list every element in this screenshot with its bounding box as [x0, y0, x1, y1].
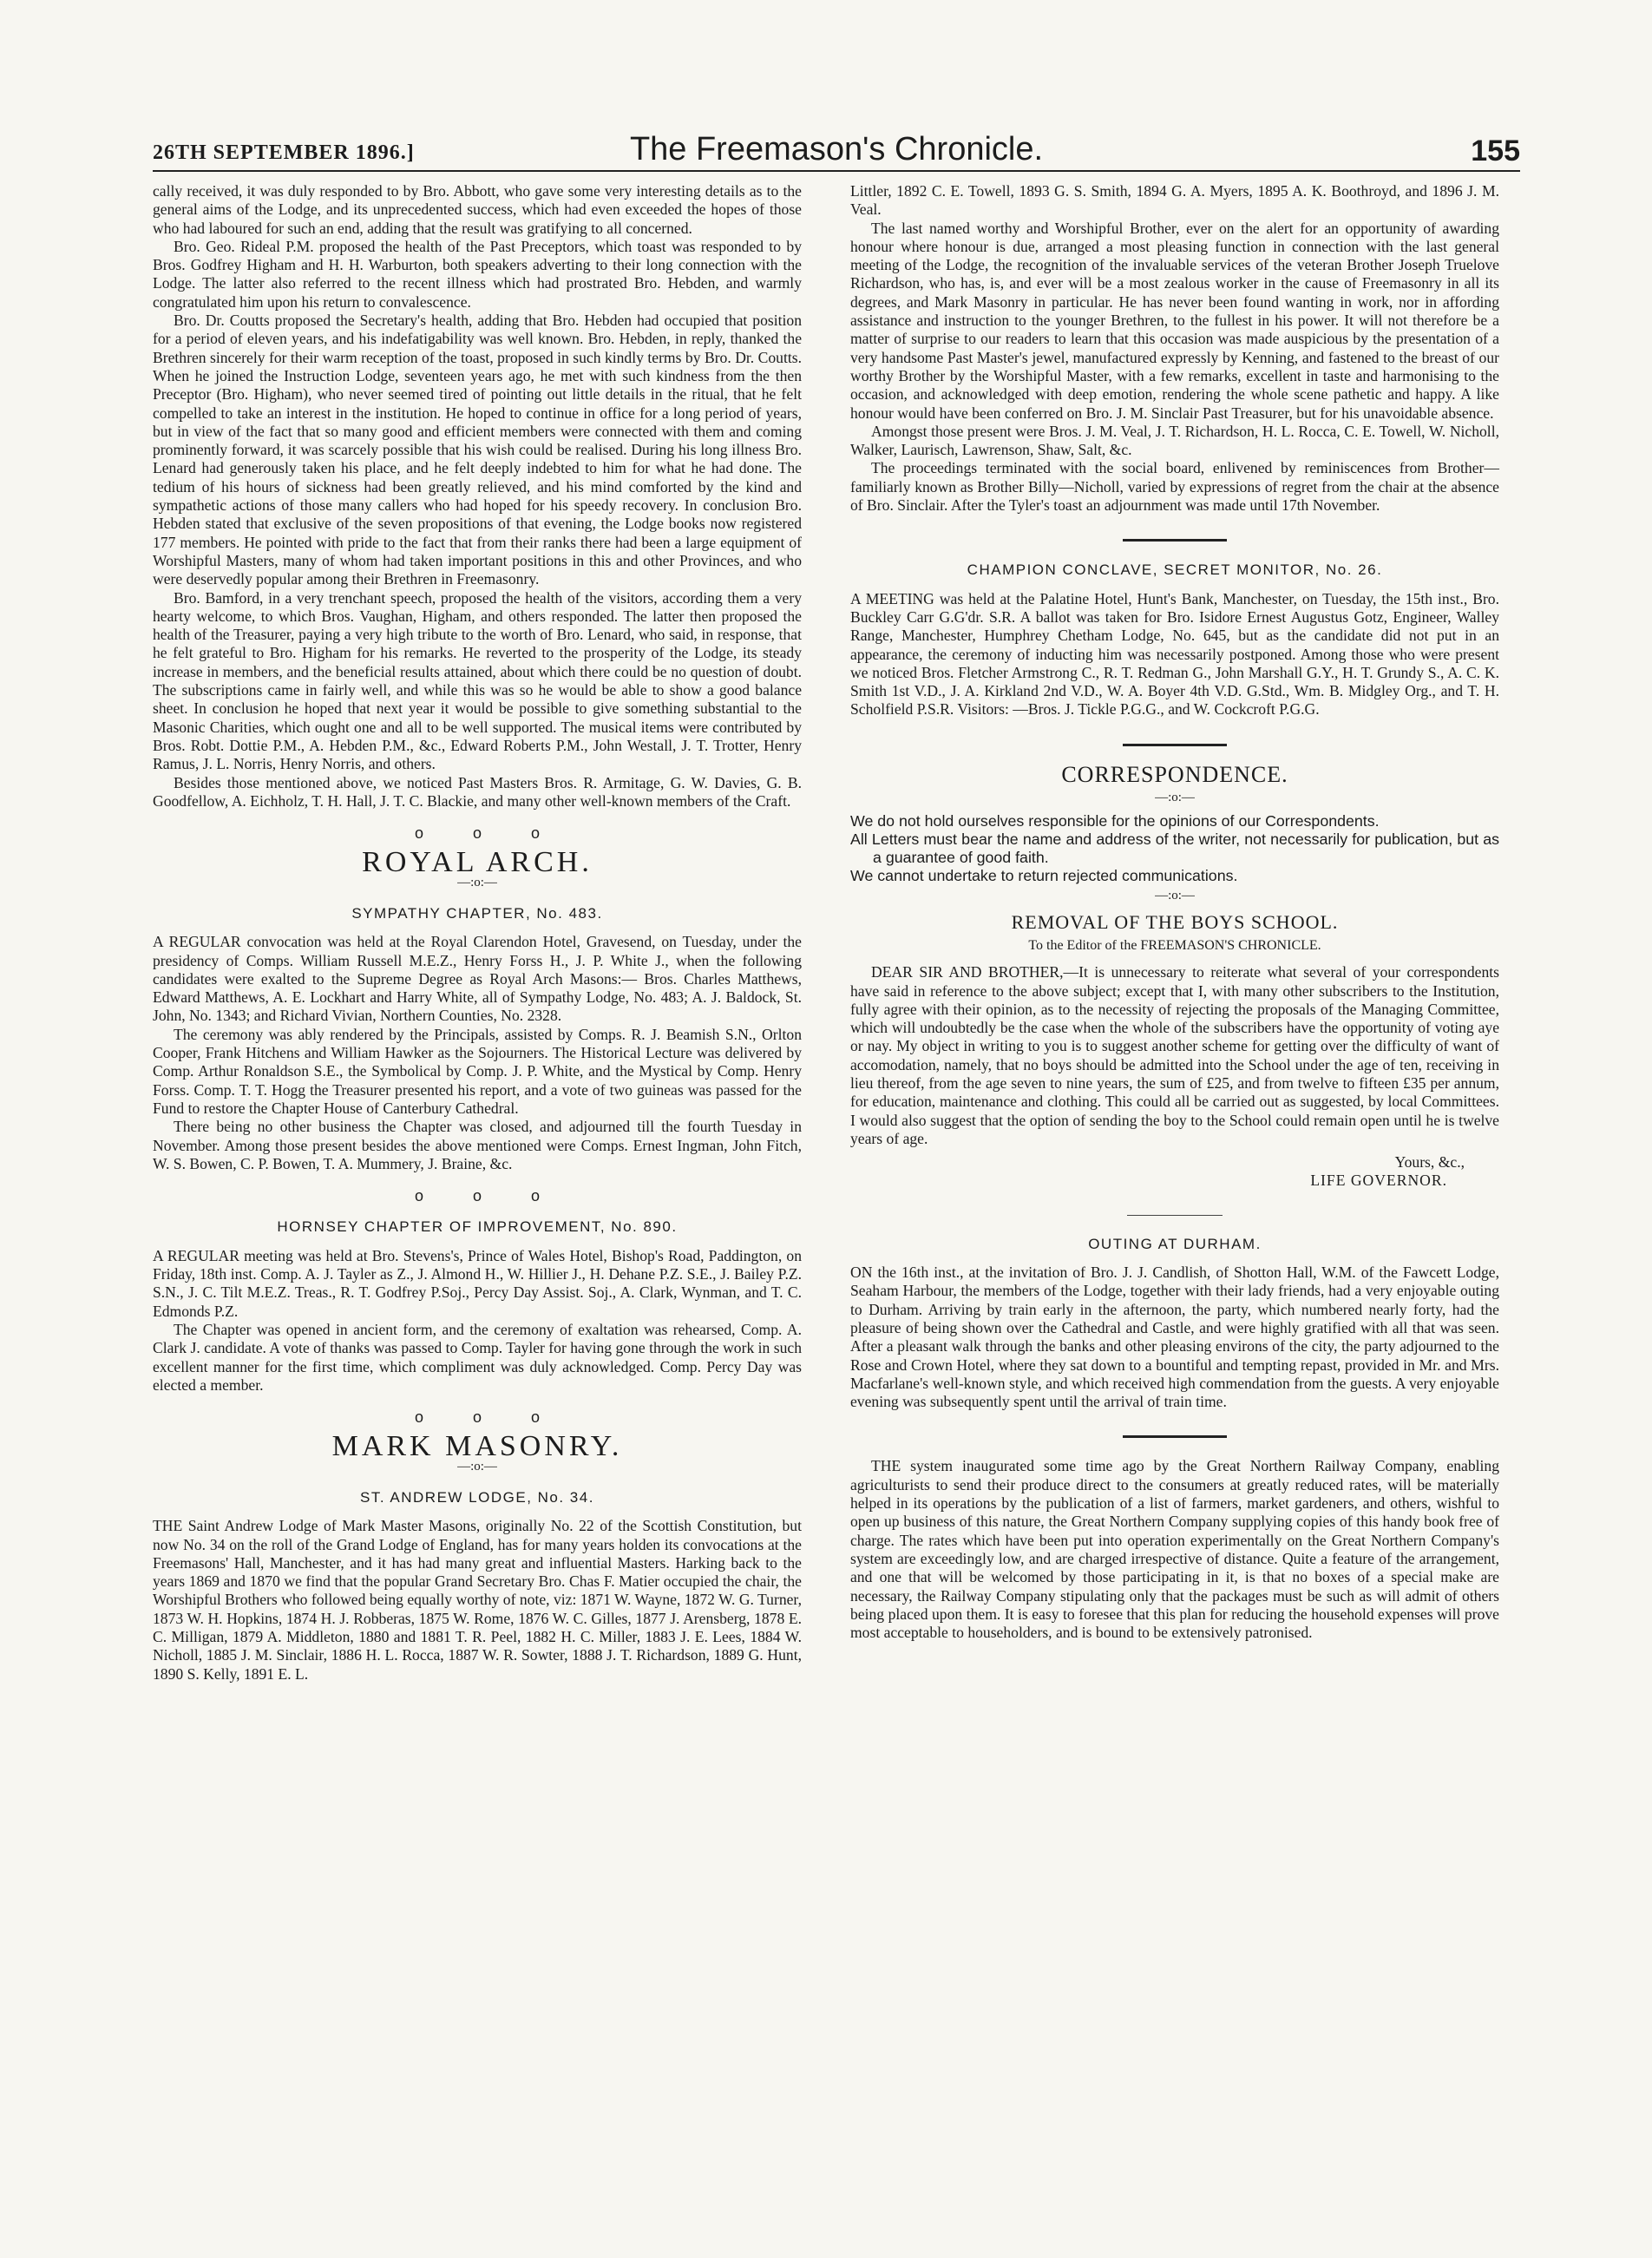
letter-heading: REMOVAL OF THE BOYS SCHOOL. [1011, 910, 1339, 933]
article-paragraph: Besides those mentioned above, we noticed Past Masters Bros. R. Armitage, G. W. Davies, G. B. Goodfellow, A. Eichholz, T. H. Hall, J. T. C. Blackie, and many other well-known members of the Craft. [153, 773, 802, 810]
letter-signature: LIFE GOVERNOR. [1310, 1172, 1447, 1190]
article-paragraph: The ceremony was ably rendered by the Principals, assisted by Comps. R. J. Beamish S.N., Orlton Cooper, Frank Hitchens and William Hawker as the Sojourners. The Historical Lecture was delivered by Comp. Arthur Ronaldson S.E., the Symbolical by Comp. J. P. White, and the Mystical by Comp. Henry Forss. Comp. T. T. Hogg the Treasurer presented his report, and a vote of two guineas was passed for the Fund to restore the Chapter House of Canterbury Cathedral. [153, 1025, 802, 1117]
article-paragraph: Littler, 1892 C. E. Towell, 1893 G. S. Smith, 1894 G. A. Myers, 1895 A. K. Boothroyd, and 1896 J. M. Veal. [850, 182, 1499, 219]
section-rule [1127, 1215, 1223, 1216]
article-paragraph: There being no other business the Chapter was closed, and adjourned till the fourth Tuesday in November. Among those present besides the above mentioned were Comps. Ernest Ingman, John Fitch, W. S. Bowen, C. P. Bowen, T. A. Mummery, J. Braine, &c. [153, 1118, 802, 1172]
outing-subheading: OUTING AT DURHAM. [1088, 1235, 1262, 1252]
hornsey-chapter-subheading: HORNSEY CHAPTER OF IMPROVEMENT, No. 890. [277, 1218, 678, 1236]
left-column [153, 182, 802, 1684]
royal-arch-heading: ROYAL ARCH. [362, 846, 593, 879]
article-paragraph: Bro. Dr. Coutts proposed the Secretary's health, adding that Bro. Hebden had occupied that position for a period of eleven years, and his indefatigability was well known. Bro. Hebden, in reply, thanked the Brethren sincerely for their warm reception of the toast, proposed in such kindly terms by Bro. Dr. Coutts. When he joined the Instruction Lodge, seventeen years ago, he met with such kindness from the then Preceptor (Bro. Higham), who never seemed tired of pointing out little details in the ritual, that he felt compelled to take an interest in the institution. He hoped to continue in office for a long period of years, but in view of the fact that so many good and efficient members were connected with them and coming prominently forward, it was scarcely possible that his wish could be realised. During his long illness Bro. Lenard had generously taken his place, and he felt deeply indebted to him for what he had done. The tedium of his hours of sickness had been greatly relieved, and his mind comforted by the kind and sympathetic actions of those many callers who had hoped for his speedy recovery. In conclusion Bro. Hebden stated that exclusive of the seven propositions of that evening, the Lodge books now registered 177 members. He pointed with pride to the fact that from their ranks there had been a large equipment of Worshipful Masters, many of whom had taken important positions in this and other Provinces, and who were deservedly popular among their Brethren in Freemasonry. [153, 312, 802, 588]
ornament: —:o:— [1155, 791, 1195, 805]
article-paragraph: Bro. Geo. Rideal P.M. proposed the health of the Past Preceptors, which toast was responded to by Bros. Godfrey Higham and H. H. Warburton, both speakers adverting to their long connection with the Lodge. The latter also referred to the recent illness which had prostrated Bro. Hebden, and warmly congratulated him upon his return to convalescence. [153, 237, 802, 311]
section-divider: o o o [414, 1187, 541, 1205]
page-number: 155 [1471, 135, 1520, 167]
article-paragraph: A MEETING was held at the Palatine Hotel, Hunt's Bank, Manchester, on Tuesday, the 15th inst., Bro. Buckley Carr G.G'dr. S.R. A ballot was taken for Bro. Isidore Ernest Augustus Gotz, Engineer, Walley Range, Manchester, Humphrey Chetham Lodge, No. 645, but as the candidate did not put in an appearance, the ceremony of inducting him was necessarily postponed. Among those who were present we noticed Bros. Fletcher Armstrong C., R. T. Redman G., John Marshall G.Y., H. T. Grundy S., A. C. K. Smith 1st V.D., J. A. Kirkland 2nd V.D., W. A. Boyer 4th V.D. G.Std., Wm. B. Midgley Org., and T. H. Scholfield P.S.R. Visitors: —Bros. J. Tickle P.G.G., and W. Cockcroft P.G.G. [850, 589, 1499, 719]
article-paragraph: Bro. Bamford, in a very trenchant speech, proposed the health of the visitors, according them a very hearty welcome, to which Bros. Vaughan, Higham, and others responded. The latter then proposed the health of the Treasurer, paying a very high tribute to the worth of Bro. Lenard, who said, in response, that he felt grateful to Bro. Higham for his remarks. He reverted to the prosperity of the Lodge, its steady increase in members, and the beneficial results attained, about which there could be no question of doubt. The subscriptions came in fairly well, and while this was so he would be able to show a good balance sheet. In conclusion he hoped that next year it would be possible to give something substantial to the Masonic Charities, which ought one and all to be well supported. The musical items were contributed by Bros. Robt. Dottie P.M., A. Hebden P.M., &c., Edward Roberts P.M., John Westall, J. T. Trotter, Henry Ramus, J. L. Norris, Henry Norris, and others. [153, 588, 802, 773]
article-paragraph: THE Saint Andrew Lodge of Mark Master Masons, originally No. 22 of the Scottish Constitution, but now No. 34 on the roll of the Grand Lodge of England, has for many years holden its convocations at the Freemasons' Hall, Manchester, and it has had many great and influential Masters. Harking back to the years 1869 and 1870 we find that the popular Grand Secretary Bro. Chas F. Matier occupied the chair, the Worshipful Brothers who followed being equally worthy of note, viz: 1871 W. Wayne, 1872 W. G. Turner, 1873 W. H. Hopkins, 1874 H. J. Robberas, 1875 W. Rome, 1876 W. C. Gilles, 1877 J. Arensberg, 1878 E. C. Milligan, 1879 A. Middleton, 1880 and 1881 T. R. Peel, 1882 H. C. Miller, 1883 J. E. Lees, 1884 W. Nicholl, 1885 J. M. Sinclair, 1886 H. L. Rocca, 1887 W. R. Sowter, 1888 J. T. Richardson, 1889 G. Hunt, 1890 S. Kelly, 1891 E. L. [153, 1517, 802, 1683]
st-andrew-lodge-subheading: ST. ANDREW LODGE, No. 34. [360, 1489, 594, 1506]
letter-body: DEAR SIR AND BROTHER,—It is unnecessary to reiterate what several of your correspondents have said in reference to the above subject; except that I, with many other subscribers to the Institution, fully agree with their opinion, as to the necessity of rejecting the proposals of the Managing Committee, which will undoubtedly be the case when the whole of the subscribers have the opportunity of voting aye or nay. My object in writing to you is to suggest another scheme for getting over the difficulty of want of accomodation, namely, that no boys should be admitted into the School under the age of ten, receiving in lieu thereof, from the age seven to nine years, the sum of £25, and from twelve to fifteen £35 per annum, for education, maintenance and clothing. This could all be carried out as suggested, by local Committees. I would also suggest that the option of sending the boy to the School could remain open until he is twelve years of age. [850, 963, 1499, 1147]
letter-sign-off: Yours, &c., [1394, 1153, 1465, 1172]
disclaimer-text: We do not hold ourselves responsible for the opinions of our Correspondents. [850, 812, 1380, 830]
article-paragraph: cally received, it was duly responded to by Bro. Abbott, who gave some very interesting details as to the general aims of the Lodge, and its unprecedented success, which had even exceeded the hopes of those who had laboured for such an end, adding that the result was gratifying to all concerned. [153, 182, 802, 237]
sympathy-chapter-subheading: SYMPATHY CHAPTER, No. 483. [351, 904, 603, 922]
section-rule [1123, 1435, 1227, 1438]
section-rule [1123, 744, 1227, 746]
disclaimer-text: We cannot undertake to return rejected communications. [850, 867, 1238, 885]
article-paragraph: The last named worthy and Worshipful Brother, ever on the alert for an opportunity of awarding honour where honour is due, arranged a most pleasing function in connection with the last general meeting of the Lodge, the recognition of the invaluable services of the veteran Brother Joseph Truelove Richardson, who has, is, and ever will be a most zealous worker in the cause of Freemasonry in all its degrees, and Mark Masonry in particular. He has never been found wanting in work, nor in affording assistance and instruction to the younger Brethren, to the fullest in his power. It will not therefore be a matter of surprise to our readers to learn that this occasion was made auspicious by the presentation of a very handsome Past Master's jewel, manufactured expressly by Kenning, and fastened to the breast of our worthy Brother by the Worshipful Master, with a few remarks, excellent in taste and harmonising to the occasion, and acknowledged with deep emotion, rendering the whole scene pathetic and happy. A like honour would have been conferred on Bro. J. M. Sinclair Past Treasurer, but for his unavoidable absence. [850, 219, 1499, 422]
ornament: —:o:— [457, 875, 497, 889]
section-divider: o o o [414, 824, 541, 843]
article-paragraph: A REGULAR meeting was held at Bro. Stevens's, Prince of Wales Hotel, Bishop's Road, Paddington, on Friday, 18th inst. Comp. A. J. Tayler as Z., J. Almond H., W. Hillier J., H. Dehane P.Z. S.E., J. Bailey P.Z. S.N., J. C. Tilt M.E.Z. Treas., R. T. Godfrey P.Soj., Percy Day Assist. Soj., A. Clark, Wynman, and T. C. Edmonds P.Z. [153, 1246, 802, 1320]
section-rule [1123, 539, 1227, 542]
article-paragraph: THE system inaugurated some time ago by the Great Northern Railway Company, enabling agriculturists to send their produce direct to the consumers at greatly reduced rates, will be materially helped in its operations by the publication of a list of farmers, market gardeners, and others, wishful to open up business of this nature, the Great Northern Company supplying copies of this handy book free of charge. The rates which have been put into operation experimentally on the Great Northern Company's system are exceedingly low, and are charged irrespective of distance. Quite a feature of the arrangement, and one that will be welcomed by those participating in it, is that no boxes of a special make are necessary, the Railway Company stipulating only that the packages must be such as will admit of others being placed upon them. It is easy to foresee that this plan for reducing the household expenses will prove most acceptable to householders, and is bound to be extensively patronised. [850, 1457, 1499, 1642]
right-column [850, 182, 1499, 1642]
ornament: —:o:— [457, 1459, 497, 1474]
disclaimer-text: All Letters must bear the name and address of the writer, not necessarily for publication, but as a guarantee of good faith. [850, 830, 1499, 867]
article-paragraph: Amongst those present were Bros. J. M. Veal, J. T. Richardson, H. L. Rocca, C. E. Towell, W. Nicholl, Walker, Laurisch, Lawrenson, Shaw, Salt, &c. [850, 422, 1499, 459]
champion-conclave-subheading: CHAMPION CONCLAVE, SECRET MONITOR, No. 26. [967, 561, 1383, 579]
issue-date: 26TH SEPTEMBER 1896.] [153, 141, 415, 164]
section-divider: o o o [414, 1408, 541, 1427]
page-header [153, 127, 1520, 172]
letter-addressee: To the Editor of the FREEMASON'S CHRONICLE. [1028, 937, 1321, 953]
mark-masonry-heading: MARK MASONRY. [331, 1430, 623, 1463]
article-paragraph: A REGULAR convocation was held at the Royal Clarendon Hotel, Gravesend, on Tuesday, under the presidency of Comps. William Russell M.E.Z., Henry Forss H., J. P. White J., when the following candidates were exalted to the Supreme Degree as Royal Arch Masons:— Bros. Charles Matthews, Edward Matthews, A. E. Lockhart and Harry White, all of Sympathy Lodge, No. 483; A. J. Baldock, St. John, No. 1343; and Richard Vivian, Northern Counties, No. 2328. [153, 933, 802, 1025]
masthead-title: The Freemason's Chronicle. [629, 131, 1044, 167]
article-paragraph: The Chapter was opened in ancient form, and the ceremony of exaltation was rehearsed, Comp. A. Clark J. candidate. A vote of thanks was passed to Comp. Tayler for having gone through the work in such excellent manner for the first time, which compliment was duly acknowledged. Comp. Percy Day was elected a member. [153, 1320, 802, 1394]
article-paragraph: The proceedings terminated with the social board, enlivened by reminiscences from Brother—familiarly known as Brother Billy—Nicholl, varied by expressions of regret from the chair at the absence of Bro. Sinclair. After the Tyler's toast an adjournment was made until 17th November. [850, 459, 1499, 515]
correspondence-heading: CORRESPONDENCE. [1061, 761, 1288, 787]
ornament: —:o:— [1155, 889, 1195, 903]
article-paragraph: ON the 16th inst., at the invitation of Bro. J. J. Candlish, of Shotton Hall, W.M. of the Fawcett Lodge, Seaham Harbour, the members of the Lodge, together with their lady friends, had a very enjoyable outing to Durham. Arriving by train early in the afternoon, the party, which numbered nearly forty, had the pleasure of being shown over the Cathedral and Castle, and were highly gratified with all that was seen. After a pleasant walk through the banks and other pleasing environs of the city, the party adjourned to the Rose and Crown Hotel, where they sat down to a bountiful and tempting repast, provided in Mr. and Mrs. Macfarlane's well-known style, and which received high commendation from the guests. A very enjoyable evening was subsequently spent until the arrival of train time. [850, 1264, 1499, 1411]
